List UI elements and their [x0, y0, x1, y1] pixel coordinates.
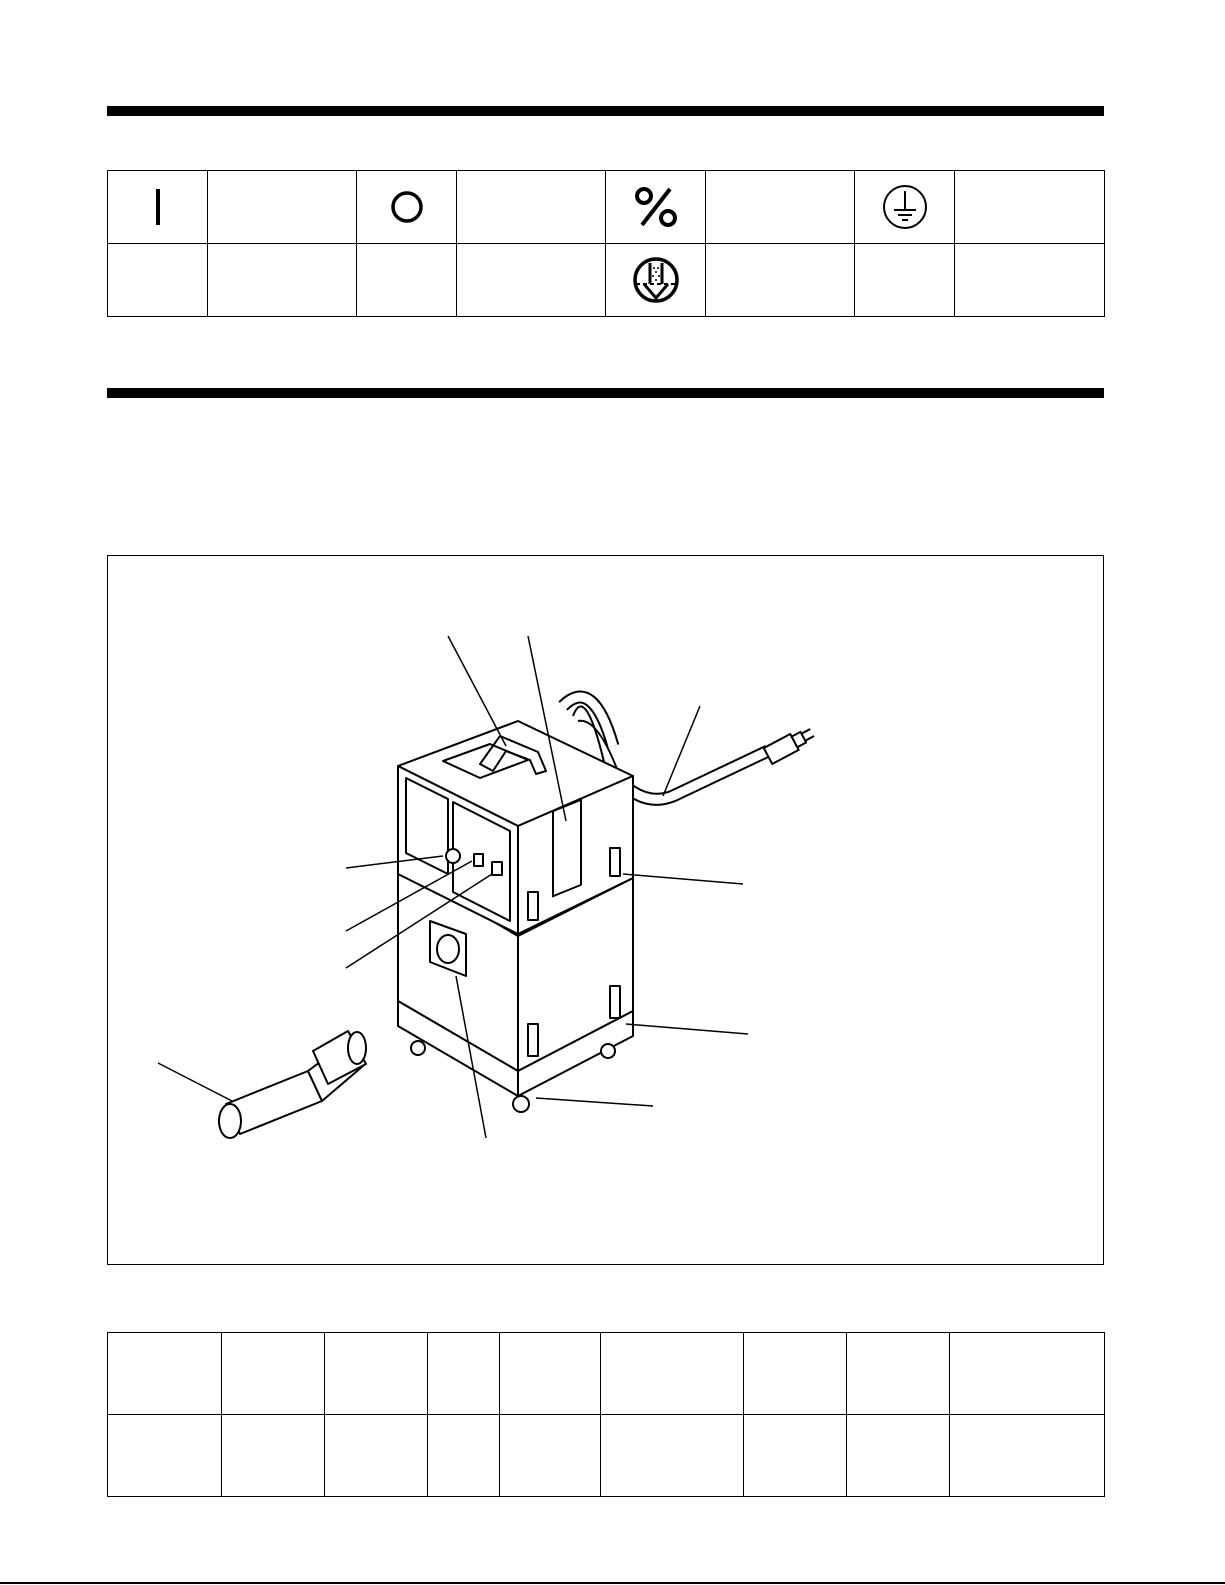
symbol-description [706, 244, 855, 317]
table-row [108, 171, 1105, 244]
spec-value [601, 1415, 744, 1497]
spec-header [108, 1333, 222, 1415]
plug [764, 725, 817, 764]
caster [601, 1044, 615, 1058]
symbol-description [955, 244, 1105, 317]
spec-header [325, 1333, 428, 1415]
symbol-cell [855, 171, 955, 244]
spec-value [222, 1415, 325, 1497]
symbol-description [208, 244, 357, 317]
spec-header [950, 1333, 1105, 1415]
table-header-row [108, 1333, 1105, 1415]
on-icon [148, 185, 168, 229]
table-row [108, 244, 1105, 317]
specifications-table [107, 1332, 1105, 1497]
spec-header [601, 1333, 744, 1415]
symbol-cell [108, 171, 208, 244]
spec-header [428, 1333, 500, 1415]
spec-header [744, 1333, 847, 1415]
spec-value [108, 1415, 222, 1497]
spec-header [222, 1333, 325, 1415]
filter-icon [631, 255, 681, 305]
symbol-cell [855, 244, 955, 317]
symbol-cell [606, 171, 706, 244]
symbol-description [457, 244, 606, 317]
section-rule-middle [107, 388, 1104, 398]
symbol-description [955, 171, 1105, 244]
symbol-cell [357, 171, 457, 244]
symbol-cell [108, 244, 208, 317]
spec-value [428, 1415, 500, 1497]
protective-earth-icon [881, 183, 929, 231]
indicator-light [474, 854, 483, 866]
table-row [108, 1415, 1105, 1497]
caster [513, 1096, 529, 1112]
symbol-cell [606, 244, 706, 317]
symbol-description [706, 171, 855, 244]
exhaust-vent [553, 800, 581, 896]
symbol-definitions-table [107, 170, 1105, 317]
section-rule-top [107, 106, 1104, 116]
spec-value [744, 1415, 847, 1497]
spec-value [325, 1415, 428, 1497]
spec-header [500, 1333, 601, 1415]
symbol-description [208, 171, 357, 244]
equipment-figure [107, 555, 1104, 1265]
spec-value [500, 1415, 601, 1497]
spec-value [950, 1415, 1105, 1497]
power-switch [492, 862, 502, 875]
symbol-cell [357, 244, 457, 317]
percent-icon [631, 185, 681, 229]
off-icon [387, 187, 427, 227]
fume-extractor-illustration [108, 556, 1103, 1264]
spec-header [847, 1333, 950, 1415]
spec-value [847, 1415, 950, 1497]
symbol-description [457, 171, 606, 244]
flex-hose [219, 1031, 366, 1138]
page-bottom-rule [0, 1582, 1225, 1584]
speed-knob [446, 849, 460, 863]
caster [411, 1041, 425, 1055]
